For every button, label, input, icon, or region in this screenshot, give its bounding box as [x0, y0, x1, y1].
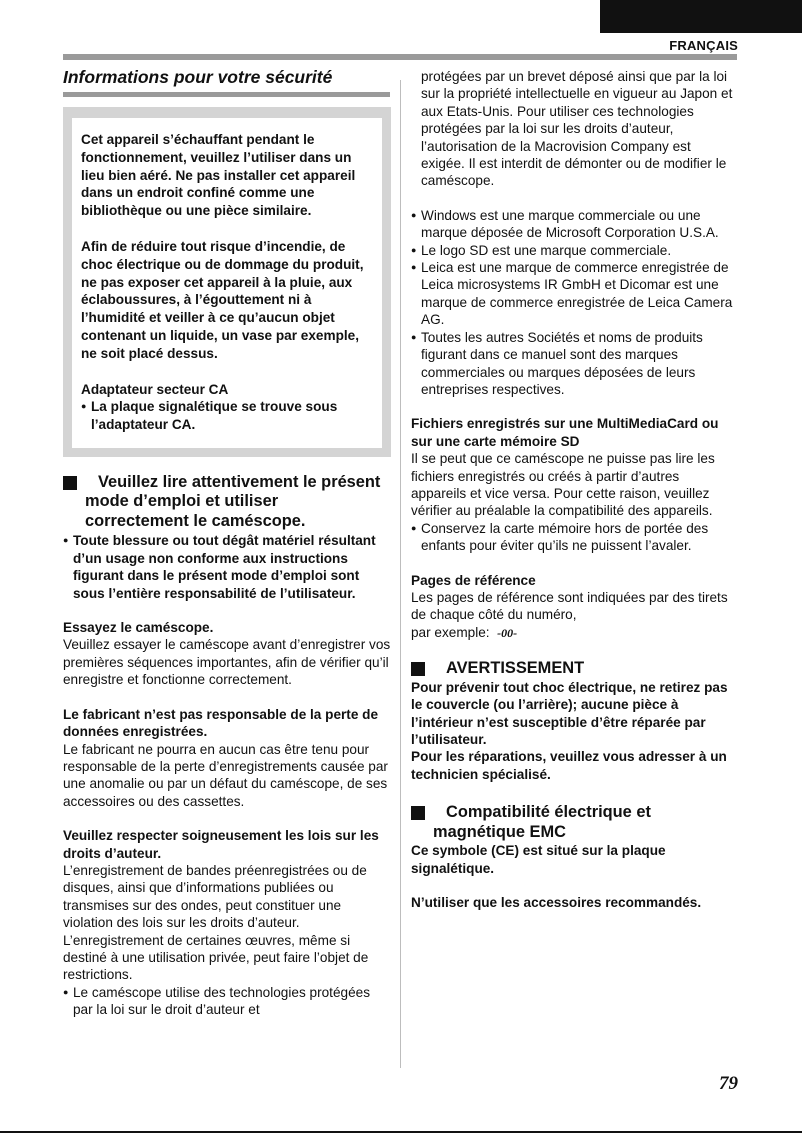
- manufacturer-text: Le fabricant ne pourra en aucun cas être tenu pour responsable de la perte d’enregistrements causée par une anomalie ou par un défaut du caméscope, de ses accessoires ou des cassettes.: [63, 741, 388, 809]
- section-title-rule: [63, 92, 390, 97]
- section-title: Informations pour votre sécurité: [63, 67, 333, 87]
- emc-heading: [411, 803, 737, 842]
- heading-square-icon: [411, 806, 425, 820]
- warning-text-repairs: Pour les réparations, veuillez vous adresser à un technicien spécialisé.: [411, 749, 727, 782]
- bottom-rule: [0, 1131, 802, 1133]
- heading-square-icon: [411, 662, 425, 676]
- read-manual-heading-line3: correctement le caméscope.: [85, 511, 306, 530]
- ventilation-warning: Cet appareil s’échauffant pendant le fonctionnement, veuillez l’utiliser dans un lieu bien aéré. Ne pas installer cet appareil dans un endroit confiné comme une bibliothèque ou une pièce similaire.: [81, 132, 356, 219]
- copyright-text: L’enregistrement de bandes préenregistrées ou de disques, ainsi que d’informations publiées ou transmises sur des ondes, peut constituer une violation des lois sur les droits d’auteur. L’enregistrement de certaines œuvres, même si destiné à une utilisation privée, peut faire l’objet de restrictions.: [63, 862, 369, 983]
- copyright-bullet: ● Le caméscope utilise des technologies protégées par la loi sur le droit d’auteur et: [63, 984, 391, 1019]
- try-camcorder-title: Essayez le caméscope.: [63, 620, 214, 636]
- column-divider: [400, 80, 401, 1068]
- other-trademarks-bullet: ● Toutes les autres Sociétés et noms de produits figurant dans ce manuel sont des marques commerciales ou marques déposées de leurs entreprises respectives.: [411, 329, 737, 399]
- reference-pages-title: Pages de référence: [411, 572, 536, 588]
- emc-accessories-text: N’utiliser que les accessoires recommandés.: [411, 894, 702, 910]
- sd-logo-bullet: ● Le logo SD est une marque commerciale.: [411, 242, 737, 259]
- adapter-title: Adaptateur secteur CA: [81, 381, 229, 397]
- files-text: Il se peut que ce caméscope ne puisse pas lire les fichiers enregistrés ou créés à partir d’autres appareils et vice versa. Pour cette raison, veuillez vérifier au préalable la compatibilité des appareils.: [411, 451, 715, 519]
- warning-heading: [411, 659, 737, 679]
- left-column: [63, 107, 391, 1019]
- read-manual-heading-line1: Veuillez lire attentivement le présent: [98, 472, 381, 491]
- header-rule: [63, 54, 737, 60]
- copyright-title: Veuillez respecter soigneusement les lois sur les droits d’auteur.: [63, 828, 379, 861]
- leica-trademark-bullet: ● Leica est une marque de commerce enregistrée de Leica microsystems IR GmbH et Dicomar est une marque de commerce enregistrée de Leica Camera AG.: [411, 259, 737, 329]
- warning-text-shock: Pour prévenir tout choc électrique, ne retirez pas le couvercle (ou l’arrière); aucune pièce à l’intérieur n’est susceptible d’être réparée par l’utilisateur.: [411, 679, 728, 747]
- safety-warning-box: [63, 107, 391, 457]
- page-number: 79: [719, 1073, 738, 1094]
- reference-pages-text: Les pages de référence sont indiquées par des tirets de chaque côté du numéro,: [411, 589, 728, 623]
- read-manual-heading: [63, 473, 391, 532]
- try-camcorder-text: Veuillez essayer le caméscope avant d’enregistrer vos premières séquences importantes, afin de vérifier qu’il enregistre et fonctionne correctement.: [63, 637, 391, 688]
- injury-bullet: ● Toute blessure ou tout dégât matériel résultant d’un usage non conforme aux instructions figurant dans le présent mode d’emploi sont sous l’entière responsabilité de l’utilisateur.: [63, 532, 391, 602]
- language-label: FRANÇAIS: [669, 38, 738, 53]
- reference-example-label: par exemple:: [411, 624, 490, 640]
- warning-heading-text: AVERTISSEMENT: [446, 659, 585, 678]
- adapter-bullet: ● La plaque signalétique se trouve sous l’adaptateur CA.: [81, 398, 373, 434]
- header-black-bar: [600, 0, 802, 33]
- fire-shock-warning: Afin de réduire tout risque d’incendie, de choc électrique ou de dommage du produit, ne pas exposer cet appareil à la pluie, aux éclaboussures, à l’égouttement ni à l’humidité et veiller à ce qu’aucun objet contenant un liquide, un vase par exemple, ne soit placé dessus.: [81, 238, 364, 361]
- reference-example: -00-: [497, 625, 518, 640]
- read-manual-heading-line2: mode d’emploi et utiliser: [85, 492, 279, 511]
- reference-example-line: [411, 624, 737, 642]
- copyright-continued-text: protégées par un brevet déposé ainsi que par la loi sur la propriété intellectuelle en vigueur au Japon et aux Etats-Unis. Pour utiliser ces technologies protégées par la loi sur les droits d’auteur, l’autorisation de la Macrovision Company est exigée. Il est interdit de démonter ou de modifier le caméscope.: [421, 69, 733, 189]
- manufacturer-title: Le fabricant n’est pas responsable de la perte de données enregistrées.: [63, 706, 379, 740]
- right-column: [411, 68, 737, 911]
- emc-heading-line2: magnétique EMC: [433, 822, 566, 841]
- emc-heading-line1: Compatibilité électrique et: [446, 803, 651, 822]
- files-title: Fichiers enregistrés sur une MultiMediaCard ou sur une carte mémoire SD: [411, 416, 719, 449]
- emc-symbol-text: Ce symbole (CE) est situé sur la plaque signalétique.: [411, 843, 666, 876]
- heading-square-icon: [63, 476, 77, 490]
- windows-trademark-bullet: ● Windows est une marque commerciale ou une marque déposée de Microsoft Corporation U.S.A.: [411, 207, 737, 242]
- safety-warning-content: [72, 118, 382, 448]
- files-bullet: ● Conservez la carte mémoire hors de portée des enfants pour éviter qu’ils ne puissent l’avaler.: [411, 520, 737, 555]
